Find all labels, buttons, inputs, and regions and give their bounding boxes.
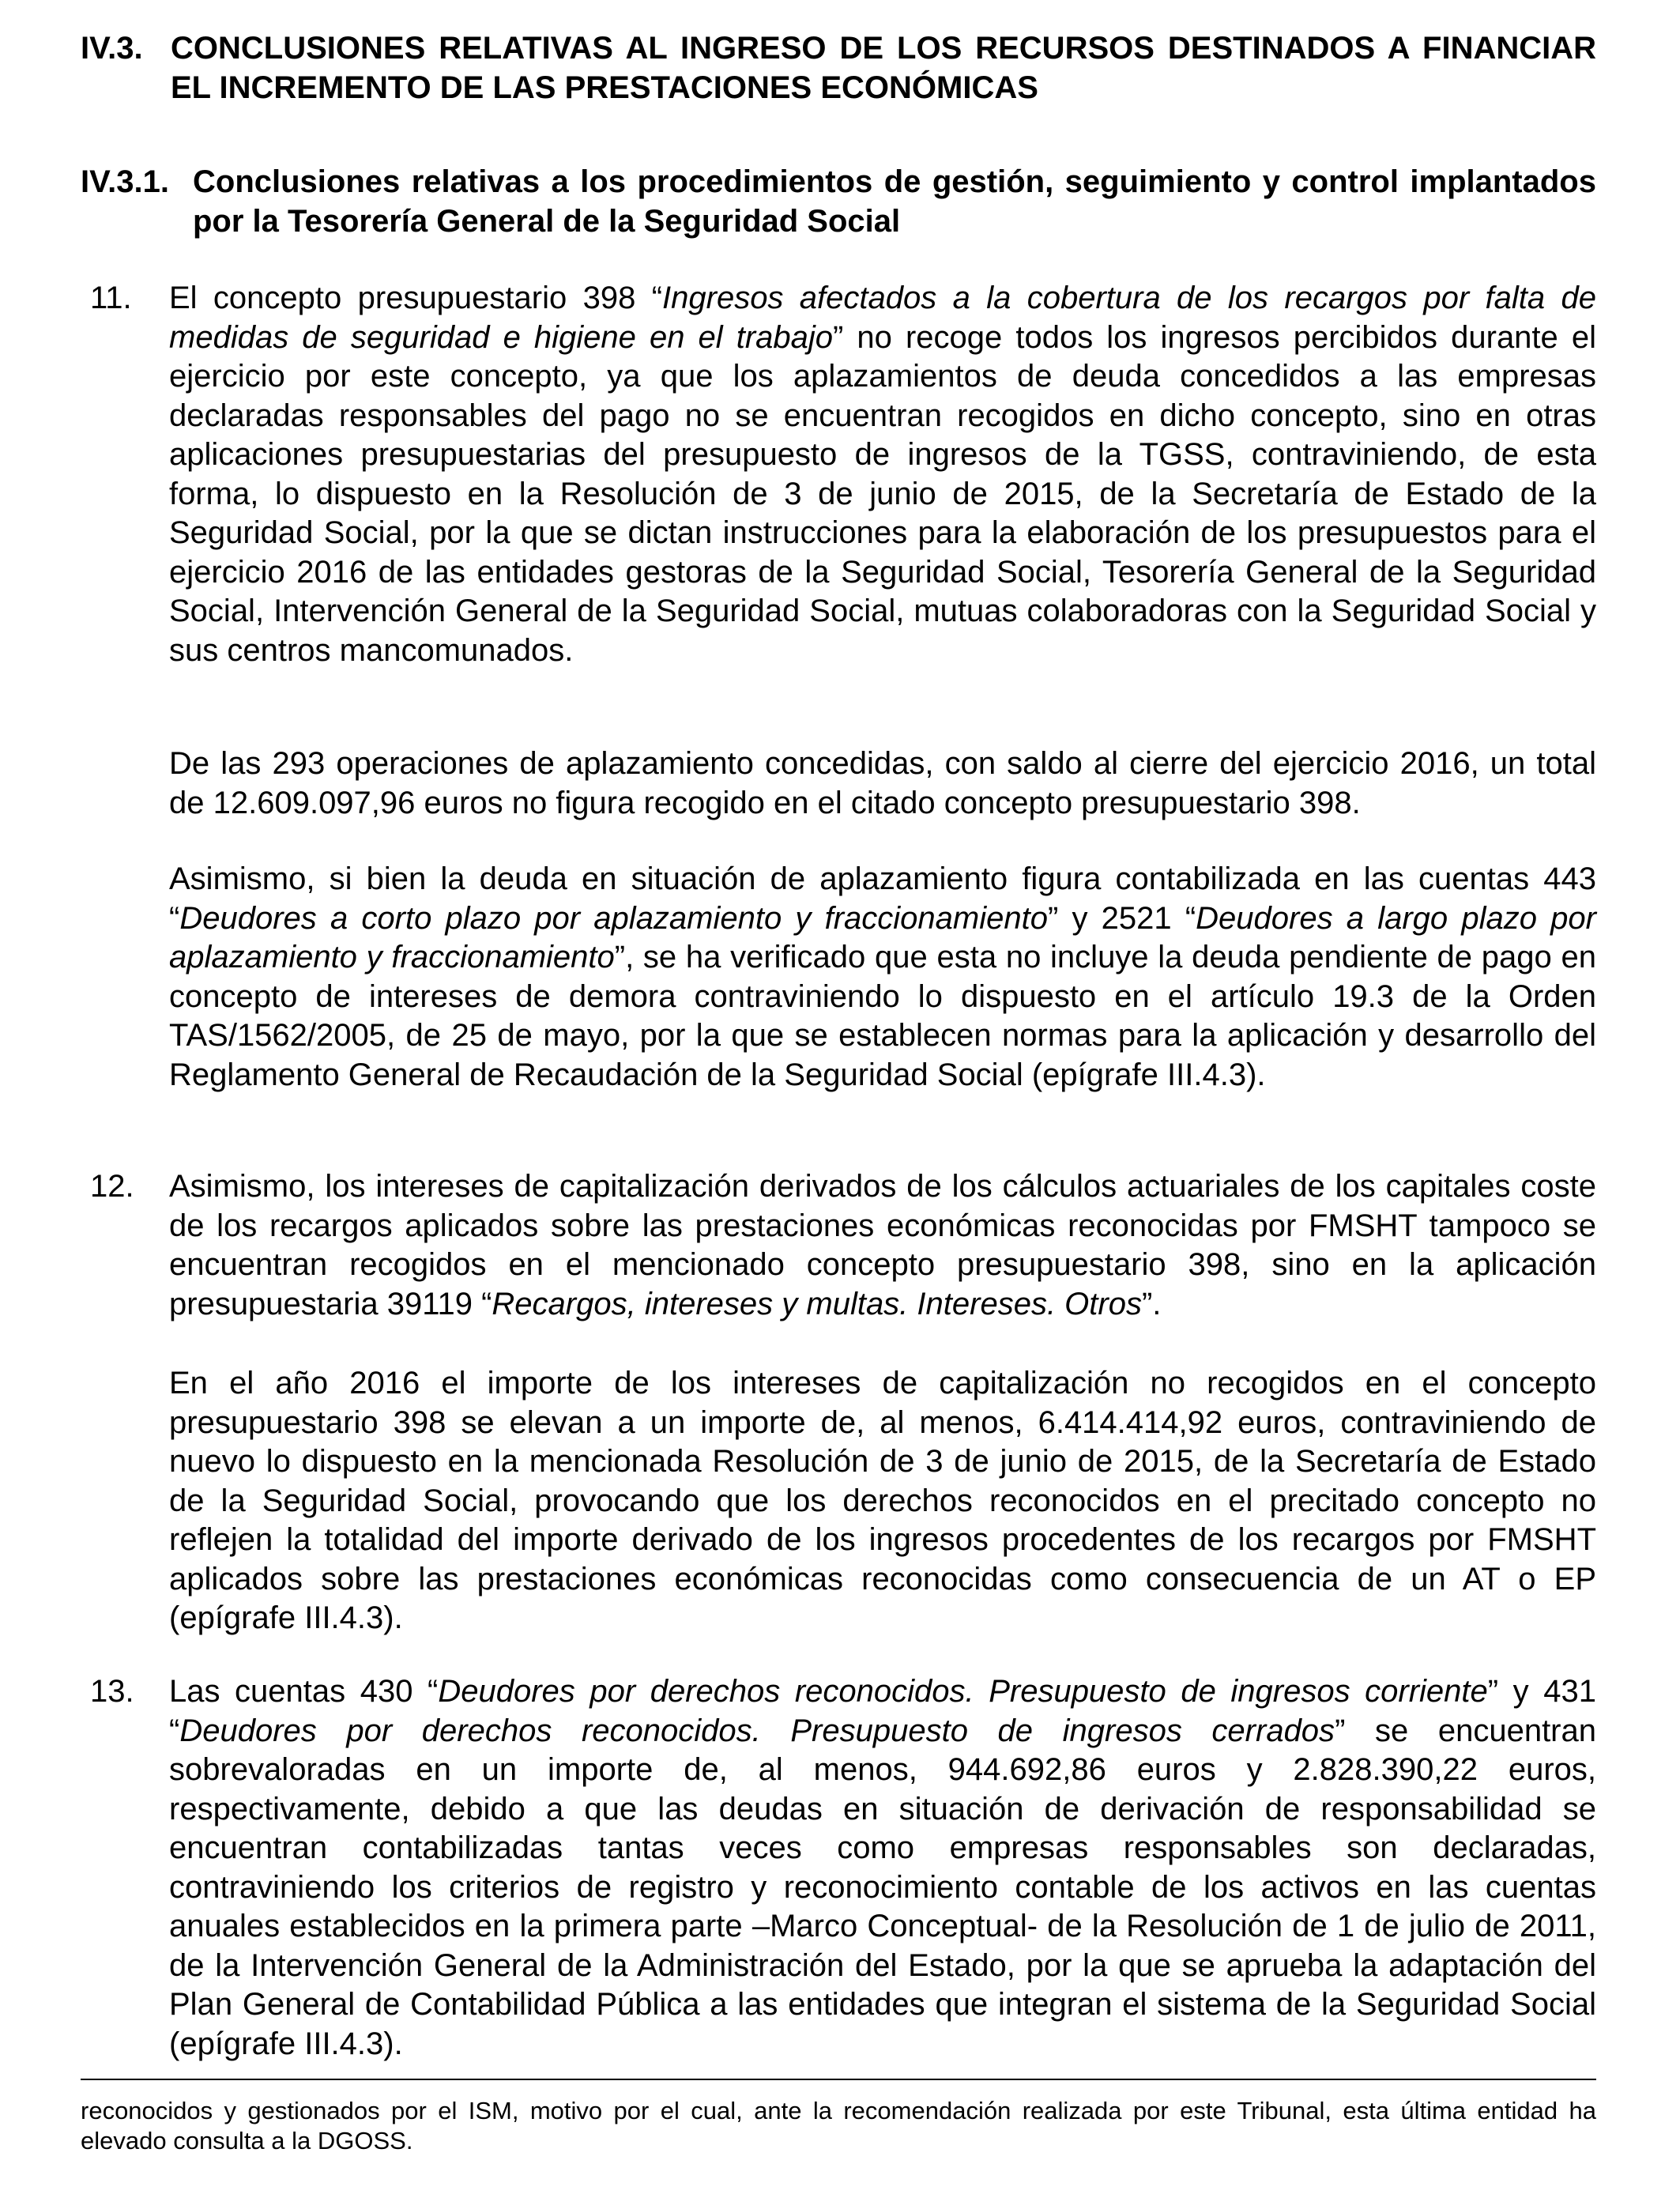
italic-quote: Ingresos afectados a la cobertura de los recargos por falta de medidas de seguridad e higiene en el trabajo [169, 281, 1597, 355]
paragraph-11-third [169, 860, 1596, 1095]
paragraph-number: 13. [90, 1674, 134, 1709]
italic-quote: Deudores a corto plazo por aplazamiento y fraccionamiento [179, 900, 1048, 936]
section-number: IV.3. [81, 31, 143, 66]
paragraph-text: ”. [1141, 1286, 1162, 1321]
paragraph-number: 12. [90, 1169, 134, 1204]
italic-quote: Deudores a largo plazo por aplazamiento y fraccionamiento [169, 900, 1596, 974]
section-title: CONCLUSIONES RELATIVAS AL INGRESO DE LOS RECURSOS DESTINADOS A FINANCIAR EL INCREMENTO DE LAS PRESTACIONES ECONÓMICAS [171, 31, 1596, 105]
italic-quote: Deudores por derechos reconocidos. Presupuesto de ingresos cerrados [179, 1713, 1335, 1748]
paragraph-13 [90, 1672, 1596, 2064]
subsection-heading [81, 162, 1596, 241]
paragraph-text: ” y 431 “ [169, 1674, 1596, 1748]
paragraph-text: Las cuentas 430 “ [169, 1674, 439, 1709]
paragraph-text: Asimismo, los intereses de capitalización derivados de los cálculos actuariales de los capitales coste de los recargos aplicados sobre las prestaciones económicas reconocidas por FMSHT tampoco se encuentran recogidos en el mencionado concepto presupuestario 398, sino en la aplicación presupuestaria 39119 “ [169, 1169, 1596, 1321]
paragraph-11 [90, 279, 1597, 670]
footnote-divider [81, 2079, 1596, 2080]
paragraph-12-second: En el año 2016 el importe de los intereses de capitalización no recogidos en el concepto presupuestario 398 se elevan a un importe de, al menos, 6.414.414,92 euros, contraviniendo de nuevo lo dispuesto en la mencionada Resolución de 3 de junio de 2015, de la Secretaría de Estado de la Seguridad Social, provocando que los derechos reconocidos en el precitado concepto no reflejen la totalidad del importe derivado de los ingresos procedentes de los recargos por FMSHT aplicados sobre las prestaciones económicas reconocidas como consecuencia de un AT o EP (epígrafe III.4.3). [169, 1366, 1596, 1635]
subsection-number: IV.3.1. [81, 164, 169, 199]
paragraph-text: ”, se ha verificado que esta no incluye la deuda pendiente de pago en concepto de intereses de demora contraviniendo lo dispuesto en el artículo 19.3 de la Orden TAS/1562/2005, de 25 de mayo, por la que se establecen normas para la aplicación y desarrollo del Reglamento General de Recaudación de la Seguridad Social (epígrafe III.4.3). [169, 940, 1596, 1092]
paragraph-text: ” y 2521 “ [1047, 900, 1196, 936]
paragraph-text: Asimismo, si bien la deuda en situación de aplazamiento figura contabilizada en las cuentas 443 “ [169, 861, 1596, 936]
paragraph-text: ” se encuentran sobrevaloradas en un importe de, al menos, 944.692,86 euros y 2.828.390,22 euros, respectivamente, debido a que las deudas en situación de derivación de responsabilidad se encuentran contabilizadas tantas veces como empresas responsables son declaradas, contraviniendo los criterios de registro y reconocimiento contable de los activos en las cuentas anuales establecidos en la primera parte –Marco Conceptual- de la Resolución de 1 de julio de 2011, de la Intervención General de la Administración del Estado, por la que se aprueba la adaptación del Plan General de Contabilidad Pública a las entidades que integran el sistema de la Seguridad Social (epígrafe III.4.3). [169, 1713, 1596, 2061]
italic-quote: Deudores por derechos reconocidos. Presupuesto de ingresos corriente [438, 1674, 1488, 1709]
italic-quote: Recargos, intereses y multas. Intereses. Otros [492, 1286, 1142, 1321]
paragraph-number: 11. [90, 281, 132, 315]
paragraph-12 [90, 1167, 1596, 1324]
paragraph-11-second: De las 293 operaciones de aplazamiento concedidas, con saldo al cierre del ejercicio 2016, un total de 12.609.097,96 euros no figura recogido en el citado concepto presupuestario 398. [169, 746, 1596, 820]
paragraph-text: ” no recoge todos los ingresos percibidos durante el ejercicio por este concepto, ya que los aplazamientos de deuda concedidos a las empresas declaradas responsables del pago no se encuentran recogidos en dicho concepto, sino en otras aplicaciones presupuestarias del presupuesto de ingresos de la TGSS, contraviniendo, de esta forma, lo dispuesto en la Resolución de 3 de junio de 2015, de la Secretaría de Estado de la Seguridad Social, por la que se dictan instrucciones para la elaboración de los presupuestos para el ejercicio 2016 de las entidades gestoras de la Seguridad Social, Tesorería General de la Seguridad Social, Intervención General de la Seguridad Social, mutuas colaboradoras con la Seguridad Social y sus centros mancomunados. [169, 319, 1596, 668]
paragraph-text: El concepto presupuestario 398 “ [169, 281, 663, 315]
section-heading [81, 28, 1596, 107]
footnote: reconocidos y gestionados por el ISM, motivo por el cual, ante la recomendación realizada por este Tribunal, esta última entidad ha elevado consulta a la DGOSS. [81, 2097, 1596, 2154]
subsection-title: Conclusiones relativas a los procedimientos de gestión, seguimiento y control implantados por la Tesorería General de la Seguridad Social [193, 164, 1596, 239]
